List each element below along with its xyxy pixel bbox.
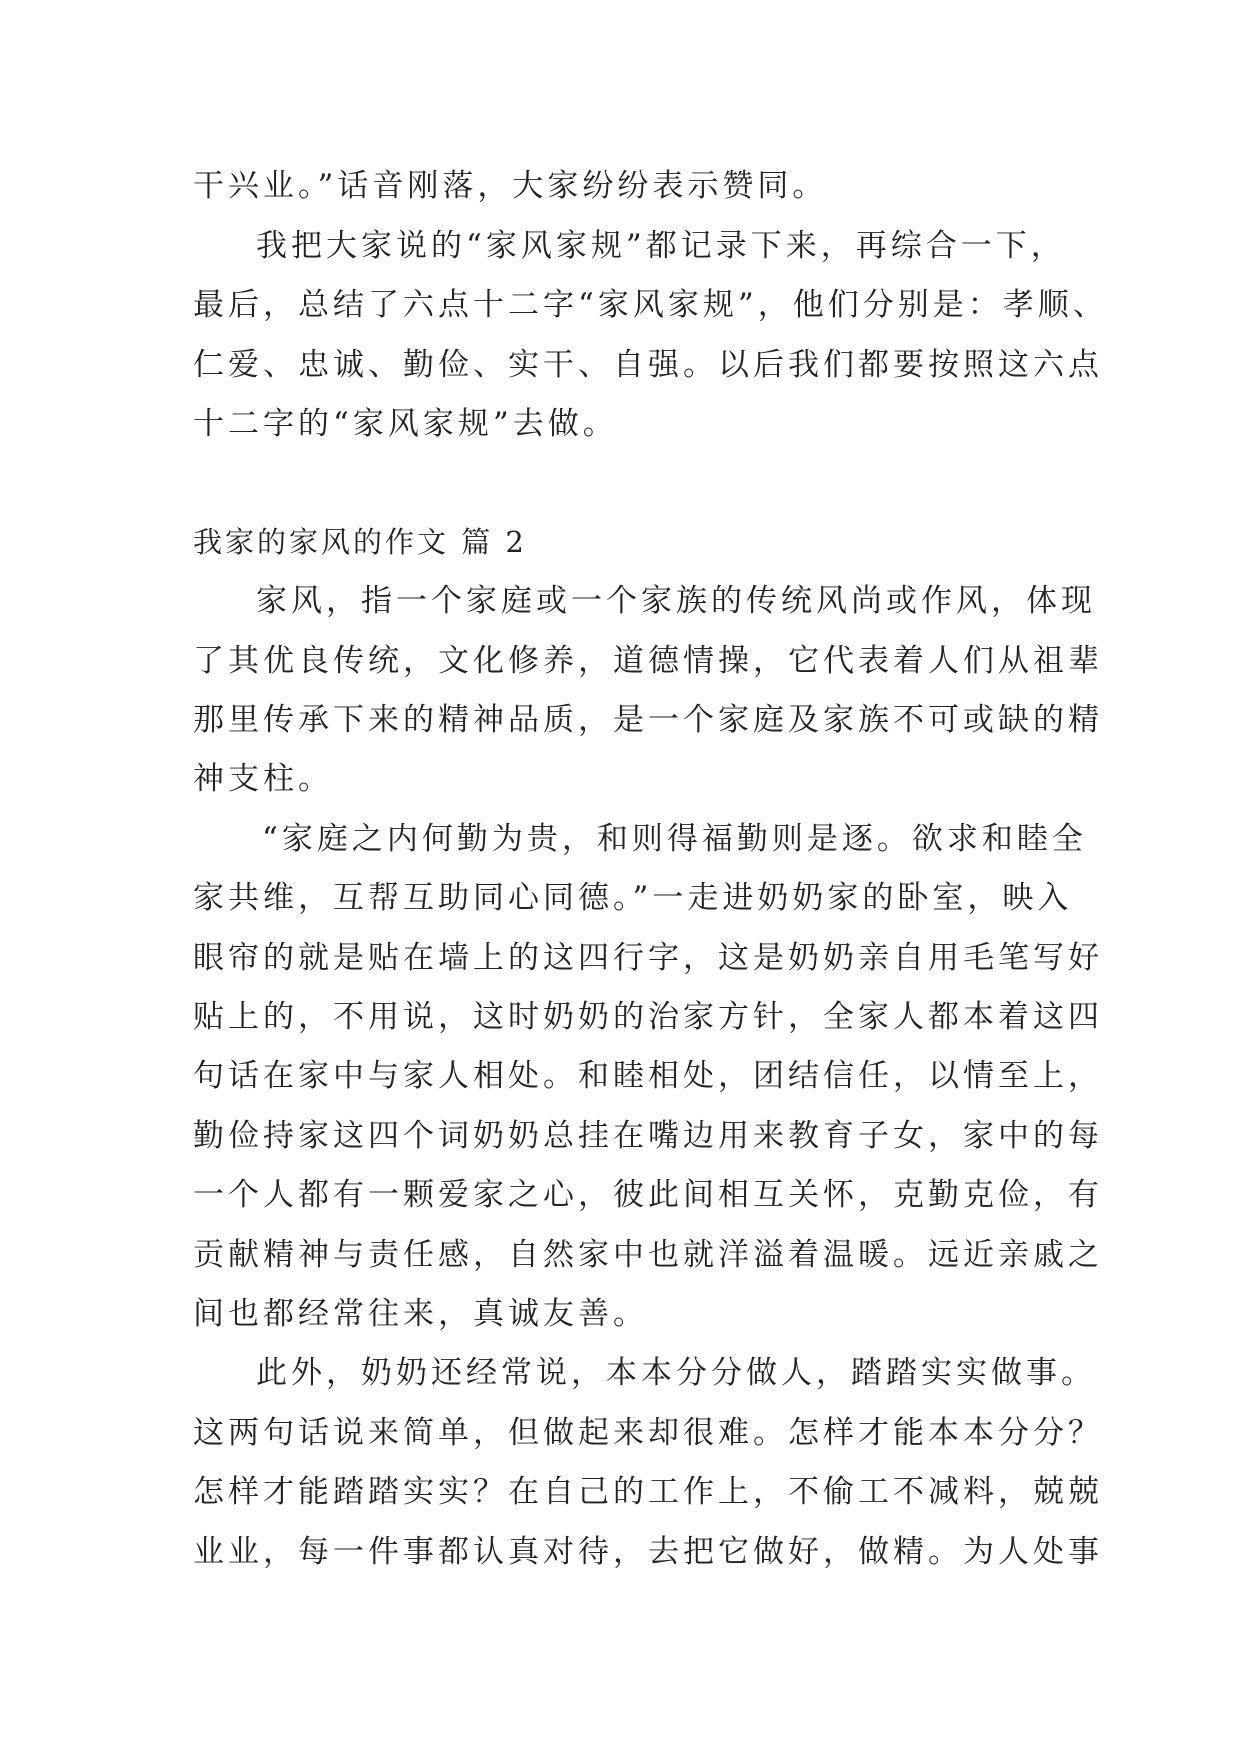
- section-heading: 我家的家风的作文 篇 2: [193, 525, 527, 559]
- paragraph-line: 勤俭持家这四个词奶奶总挂在嘴边用来教育子女，家中的每: [193, 1118, 1103, 1154]
- paragraph-line: 我把大家说的“家风家规”都记录下来，再综合一下，: [256, 228, 1066, 264]
- paragraph-line: 业业，每一件事都认真对待，去把它做好，做精。为人处事: [193, 1534, 1103, 1570]
- paragraph-line: “家庭之内何勤为贵，和则得福勤则是逐。欲求和睦全: [262, 821, 1087, 857]
- paragraph-line: 神支柱。: [193, 761, 333, 797]
- paragraph-line: 怎样才能踏踏实实？在自己的工作上，不偷工不减料，兢兢: [193, 1474, 1103, 1510]
- paragraph-line: 家共维，互帮互助同心同德。”一走进奶奶家的卧室，映入: [193, 880, 1073, 916]
- paragraph-line: 此外，奶奶还经常说，本本分分做人，踏踏实实做事。: [256, 1355, 1096, 1391]
- paragraph-line: 干兴业。”话音刚落，大家纷纷表示赞同。: [193, 168, 828, 204]
- paragraph-line: 句话在家中与家人相处。和睦相处，团结信任，以情至上，: [193, 1058, 1103, 1094]
- paragraph-line: 家风，指一个家庭或一个家族的传统风尚或作风，体现: [256, 583, 1096, 619]
- paragraph-line: 了其优良传统，文化修养，道德情操，它代表着人们从祖辈: [193, 643, 1103, 679]
- paragraph-line: 仁爱、忠诚、勤俭、实干、自强。以后我们都要按照这六点: [193, 347, 1103, 383]
- paragraph-line: 十二字的“家风家规”去做。: [193, 406, 618, 442]
- paragraph-line: 间也都经常往来，真诚友善。: [193, 1296, 648, 1332]
- paragraph-line: 那里传承下来的精神品质，是一个家庭及家族不可或缺的精: [193, 702, 1103, 738]
- paragraph-line: 最后，总结了六点十二字“家风家规”，他们分别是：孝顺、: [193, 287, 1108, 323]
- paragraph-line: 这两句话说来简单，但做起来却很难。怎样才能本本分分？: [193, 1415, 1103, 1451]
- paragraph-line: 眼帘的就是贴在墙上的这四行字，这是奶奶亲自用毛笔写好: [193, 940, 1103, 976]
- paragraph-line: 贡献精神与责任感，自然家中也就洋溢着温暖。远近亲戚之: [193, 1237, 1103, 1273]
- paragraph-line: 贴上的，不用说，这时奶奶的治家方针，全家人都本着这四: [193, 999, 1103, 1035]
- paragraph-line: 一个人都有一颗爱家之心，彼此间相互关怀，克勤克俭，有: [193, 1177, 1103, 1213]
